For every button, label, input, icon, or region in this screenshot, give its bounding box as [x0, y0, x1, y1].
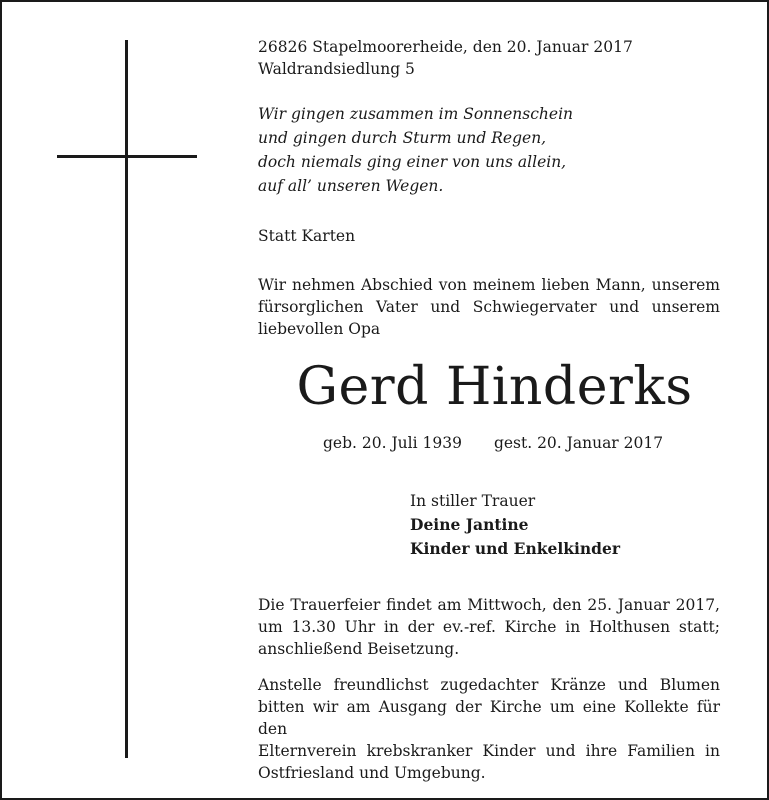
mourners — [410, 489, 620, 561]
poem-line: und gingen durch Sturm und Regen, — [258, 129, 547, 147]
funeral-info — [258, 594, 720, 660]
intro-line: Wir nehmen Abschied von meinem lieben Mann, unserem — [258, 276, 720, 294]
location-date: 26826 Stapelmoorerheide, den 20. Januar 2017 — [258, 38, 633, 56]
funeral-line: Die Trauerfeier findet am Mittwoch, den 25. Januar 2017, — [258, 596, 720, 614]
intro-text — [258, 274, 720, 340]
death-date: gest. 20. Januar 2017 — [493, 434, 664, 452]
mourner-family: Kinder und Enkelkinder — [410, 539, 620, 558]
poem-line: auf all’ unseren Wegen. — [258, 177, 444, 195]
deceased-name: Gerd Hinderks — [296, 357, 693, 417]
street-address: Waldrandsiedlung 5 — [258, 60, 415, 78]
funeral-line: anschließend Beisetzung. — [258, 640, 460, 658]
mourner-spouse: Deine Jantine — [410, 515, 529, 534]
donation-line: Ostfriesland und Umgebung. — [258, 764, 486, 782]
poem — [258, 102, 720, 198]
birth-date: geb. 20. Juli 1939 — [323, 434, 462, 452]
statt-karten: Statt Karten — [258, 227, 356, 245]
header-address — [258, 36, 720, 80]
donation-line: Anstelle freundlichst zugedachter Kränze und Blumen — [258, 676, 720, 694]
donation-line: Elternverein krebskranker Kinder und ihre Familien in — [258, 742, 720, 760]
poem-line: Wir gingen zusammen im Sonnenschein — [258, 105, 574, 123]
donation-line: bitten wir am Ausgang der Kirche um eine Kollekte für den — [258, 698, 720, 738]
donation-info — [258, 674, 720, 784]
poem-line: doch niemals ging einer von uns allein, — [258, 153, 567, 171]
life-dates — [323, 432, 663, 454]
intro-line: liebevollen Opa — [258, 320, 381, 338]
funeral-line: um 13.30 Uhr in der ev.-ref. Kirche in Holthusen statt; — [258, 618, 720, 636]
intro-line: fürsorglichen Vater und Schwiegervater und unserem — [258, 298, 720, 316]
mourners-heading: In stiller Trauer — [410, 492, 536, 510]
cross-horizontal-bar — [57, 155, 197, 158]
